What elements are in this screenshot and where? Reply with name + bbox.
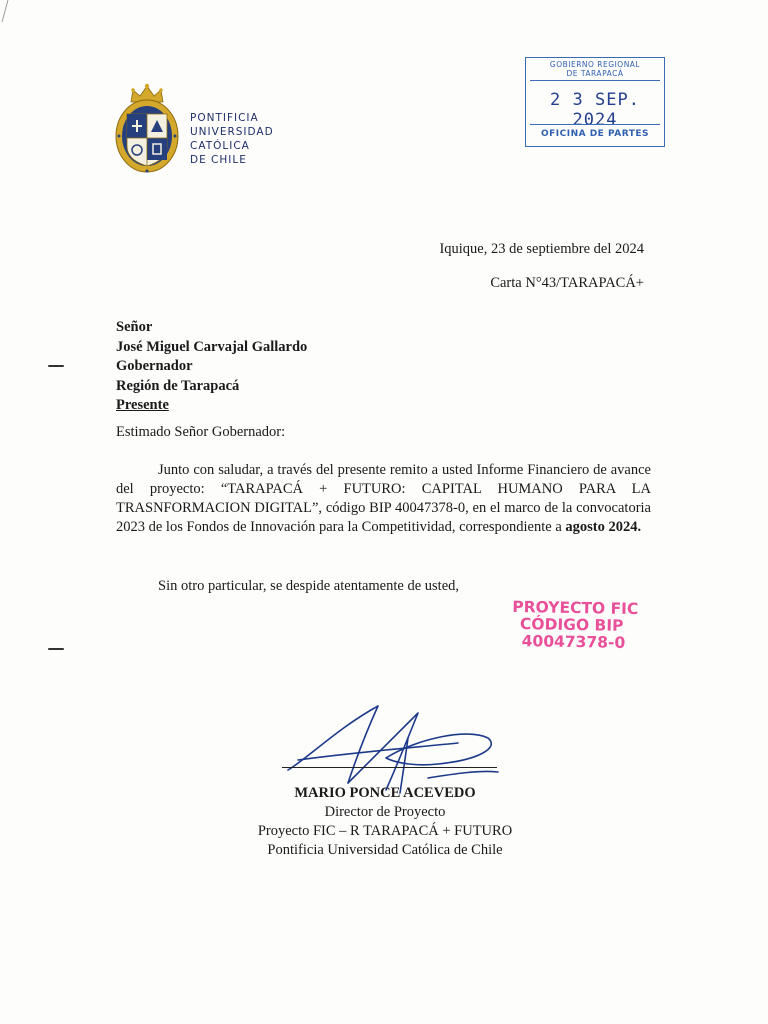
corner-mark bbox=[0, 0, 24, 24]
project-stamp-code: 40047378-0 bbox=[521, 632, 626, 652]
closing-line: Sin otro particular, se despide atentamente de usted, bbox=[158, 578, 460, 594]
reception-stamp bbox=[525, 57, 665, 147]
university-crest-icon bbox=[113, 80, 181, 176]
greeting: Estimado Señor Gobernador: bbox=[116, 424, 286, 440]
addressee-region: Región de Tarapacá bbox=[116, 377, 240, 394]
punch-mark bbox=[48, 365, 64, 367]
body-paragraph bbox=[116, 461, 651, 537]
addressee-name: José Miguel Carvajal Gallardo bbox=[116, 338, 308, 355]
university-name-line: UNIVERSIDAD bbox=[190, 126, 274, 138]
project-stamp-line: PROYECTO FIC bbox=[512, 597, 639, 619]
reception-stamp-office: OFICINA DE PARTES bbox=[530, 124, 660, 143]
signatory-name: MARIO PONCE ACEVEDO bbox=[294, 785, 476, 801]
reception-stamp-line: GOBIERNO REGIONAL bbox=[549, 60, 641, 69]
signatory-project: Proyecto FIC – R TARAPACÁ + FUTURO bbox=[257, 823, 513, 839]
signatory-institution: Pontificia Universidad Católica de Chile bbox=[267, 842, 503, 858]
addressee-title: Gobernador bbox=[116, 358, 193, 374]
university-name-line: PONTIFICIA bbox=[190, 112, 259, 124]
reception-stamp-line: DE TARAPACÁ bbox=[566, 68, 624, 78]
body-text: Junto con saludar, a través del presente remito a usted Informe Financiero de avance del proyecto: “TARAPACÁ + FUTURO: CAPITAL HUMANO PARA LA TRASNFORMACION DIGITAL”, código BIP 40047378-0, en el marco de la convocatoria 2023 de los Fondos de Innovación para la Competitividad, correspondiente a bbox=[116, 462, 651, 535]
body-period: agosto 2024. bbox=[565, 519, 642, 535]
addressee-block bbox=[116, 318, 307, 416]
signatory-block bbox=[200, 784, 570, 860]
addressee-presente: Presente bbox=[116, 397, 169, 413]
signatory-role: Director de Proyecto bbox=[324, 804, 446, 820]
university-name-line: DE CHILE bbox=[190, 154, 247, 166]
punch-mark bbox=[48, 648, 64, 650]
signature-line bbox=[282, 767, 497, 768]
letter-reference: Carta N°43/TARAPACÁ+ bbox=[490, 275, 644, 291]
addressee-salutation: Señor bbox=[116, 319, 153, 335]
project-stamp bbox=[512, 599, 639, 652]
reception-stamp-date: 2 3 SEP. 2024 bbox=[550, 90, 640, 130]
place-date: Iquique, 23 de septiembre del 2024 bbox=[439, 241, 644, 257]
reception-stamp-header bbox=[530, 61, 660, 81]
university-name-line: CATÓLICA bbox=[190, 140, 250, 152]
university-name bbox=[190, 111, 274, 167]
project-stamp-line: CÓDIGO BIP bbox=[519, 615, 624, 635]
